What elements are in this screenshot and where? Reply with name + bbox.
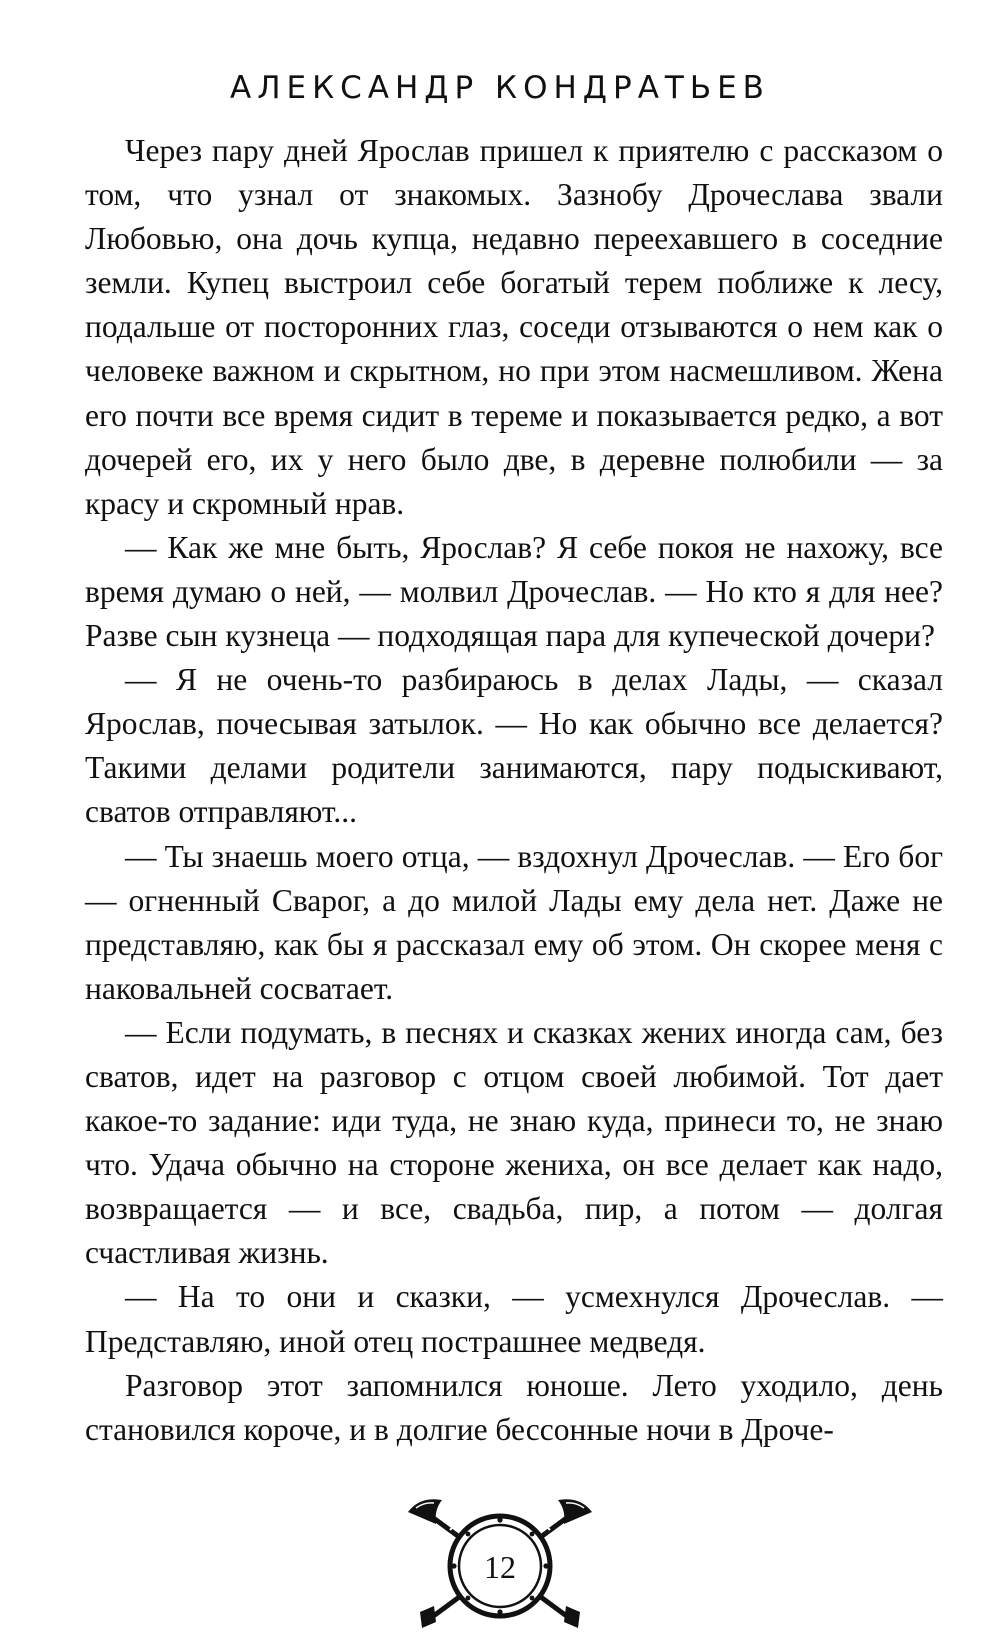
page-folio xyxy=(0,1494,1000,1634)
paragraph: Разговор этот запомнился юноше. Лето уходило, день становился короче, и в долгие бессонные ночи в Дроче- xyxy=(85,1367,943,1447)
paragraph: — Как же мне быть, Ярослав? Я себе покоя не нахожу, все время думаю о ней, — молвил Дрочеслав. — Но кто я для нее? Разве сын кузнеца — подходящая пара для купеческой дочери? xyxy=(85,529,943,654)
body-text xyxy=(85,129,943,1452)
crossed-axes-shield-icon xyxy=(390,1494,610,1634)
running-title: АЛЕКСАНДР КОНДРАТЬЕВ xyxy=(230,70,770,106)
page-number: 12 xyxy=(484,1549,516,1585)
paragraph: — Если подумать, в песнях и сказках жених иногда сам, без сватов, идет на разговор с отцом своей любимой. Тот дает какое-то задание: иди туда, не знаю куда, принеси то, не знаю что. Удача обычно на стороне жениха, он все делает как надо, возвращается — и все, свадьба, пир, а потом — долгая счастливая жизнь. xyxy=(85,1014,943,1271)
paragraph: — Я не очень-то разбираюсь в делах Лады, — сказал Ярослав, почесывая затылок. — Но как обычно все делается? Такими делами родители занимаются, пару подыскивают, сватов отправляют... xyxy=(85,662,943,830)
paragraph: — Ты знаешь моего отца, — вздохнул Дрочеслав. — Его бог — огненный Сварог, а до милой Лады ему дела нет. Даже не представляю, как бы я рассказал ему об этом. Он скорее меня с наковальней сосватает. xyxy=(85,838,943,1006)
paragraph: — На то они и сказки, — усмехнулся Дрочеслав. — Представляю, иной отец пострашнее медведя. xyxy=(85,1279,943,1359)
paragraph: Через пару дней Ярослав пришел к приятелю с рассказом о том, что узнал от знакомых. Зазнобу Дрочеслава звали Любовью, она дочь купца, недавно переехавшего в соседние земли. Купец выстроил себе богатый терем поближе к лесу, подальше от посторонних глаз, соседи отзываются о нем как о человеке важном и скрытном, но при этом насмешливом. Жена его почти все время сидит в тереме и показывается редко, а вот дочерей его, их у него было две, в деревне полюбили — за красу и скромный нрав. xyxy=(85,133,943,521)
